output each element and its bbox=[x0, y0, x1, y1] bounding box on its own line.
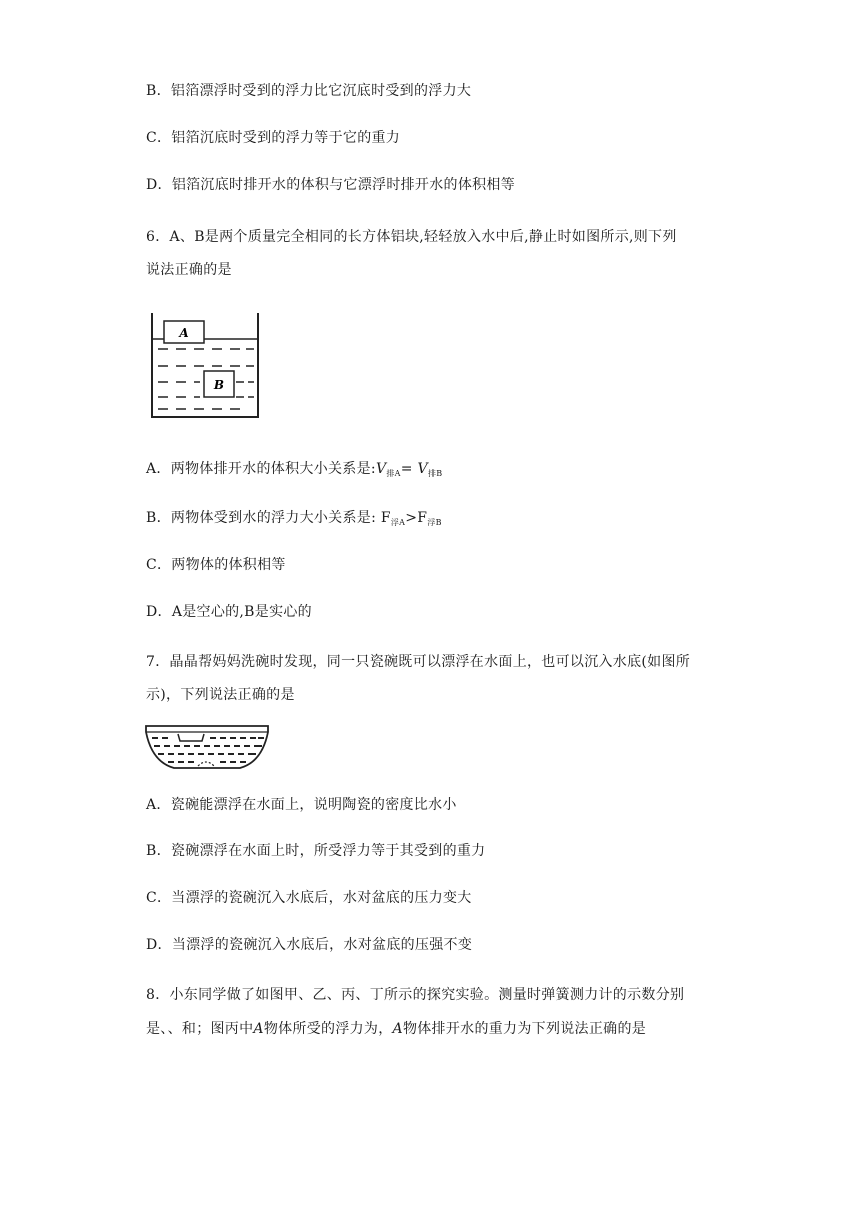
q7-stem-line1: 7．晶晶帮妈妈洗碗时发现，同一只瓷碗既可以漂浮在水面上，也可以沉入水底(如图所 bbox=[146, 654, 691, 670]
q7-option-c: C．当漂浮的瓷碗沉入水底后，水对盆底的压力变大 bbox=[146, 890, 472, 906]
block-a-label: A bbox=[179, 326, 189, 340]
q6-stem-line1: 6．A、B是两个质量完全相同的长方体铝块,轻轻放入水中后,静止时如图所示,则下列 bbox=[146, 229, 677, 245]
q7-option-a: A．瓷碗能漂浮在水面上，说明陶瓷的密度比水小 bbox=[146, 797, 457, 813]
q7-option-d: D．当漂浮的瓷碗沉入水底后，水对盆底的压强不变 bbox=[146, 937, 473, 953]
q5-option-c: C．铝箔沉底时受到的浮力等于它的重力 bbox=[146, 130, 401, 146]
q5-option-b: B．铝箔漂浮时受到的浮力比它沉底时受到的浮力大 bbox=[146, 83, 472, 99]
q8-stem-line1: 8．小东同学做了如图甲、乙、丙、丁所示的探究实验。测量时弹簧测力计的示数分别 bbox=[146, 987, 685, 1003]
q6-option-c: C．两物体的体积相等 bbox=[146, 557, 286, 573]
q8-stem-line2: 是、、和；图丙中A物体所受的浮力为，A物体排开水的重力为下列说法正确的是 bbox=[146, 1021, 647, 1037]
q6-option-a: A．两物体排开水的体积大小关系是$:V_{排A}= V_{排B}$ bbox=[146, 461, 443, 478]
q7-stem-line2: 示)，下列说法正确的是 bbox=[146, 687, 295, 703]
q6-option-d: D．A是空心的,B是实心的 bbox=[146, 604, 312, 620]
block-b-label: B bbox=[213, 378, 225, 392]
q7-figure-basin bbox=[144, 722, 270, 772]
q5-option-d: D．铝箔沉底时排开水的体积与它漂浮时排开水的体积相等 bbox=[146, 177, 516, 193]
q6-option-b: B．两物体受到水的浮力大小关系是: $F_{浮A}>F_{浮B}$ bbox=[146, 510, 442, 527]
q7-option-b: B．瓷碗漂浮在水面上时，所受浮力等于其受到的重力 bbox=[146, 843, 486, 859]
q6-stem-line2: 说法正确的是 bbox=[146, 262, 232, 278]
q6-figure-container bbox=[148, 309, 264, 421]
